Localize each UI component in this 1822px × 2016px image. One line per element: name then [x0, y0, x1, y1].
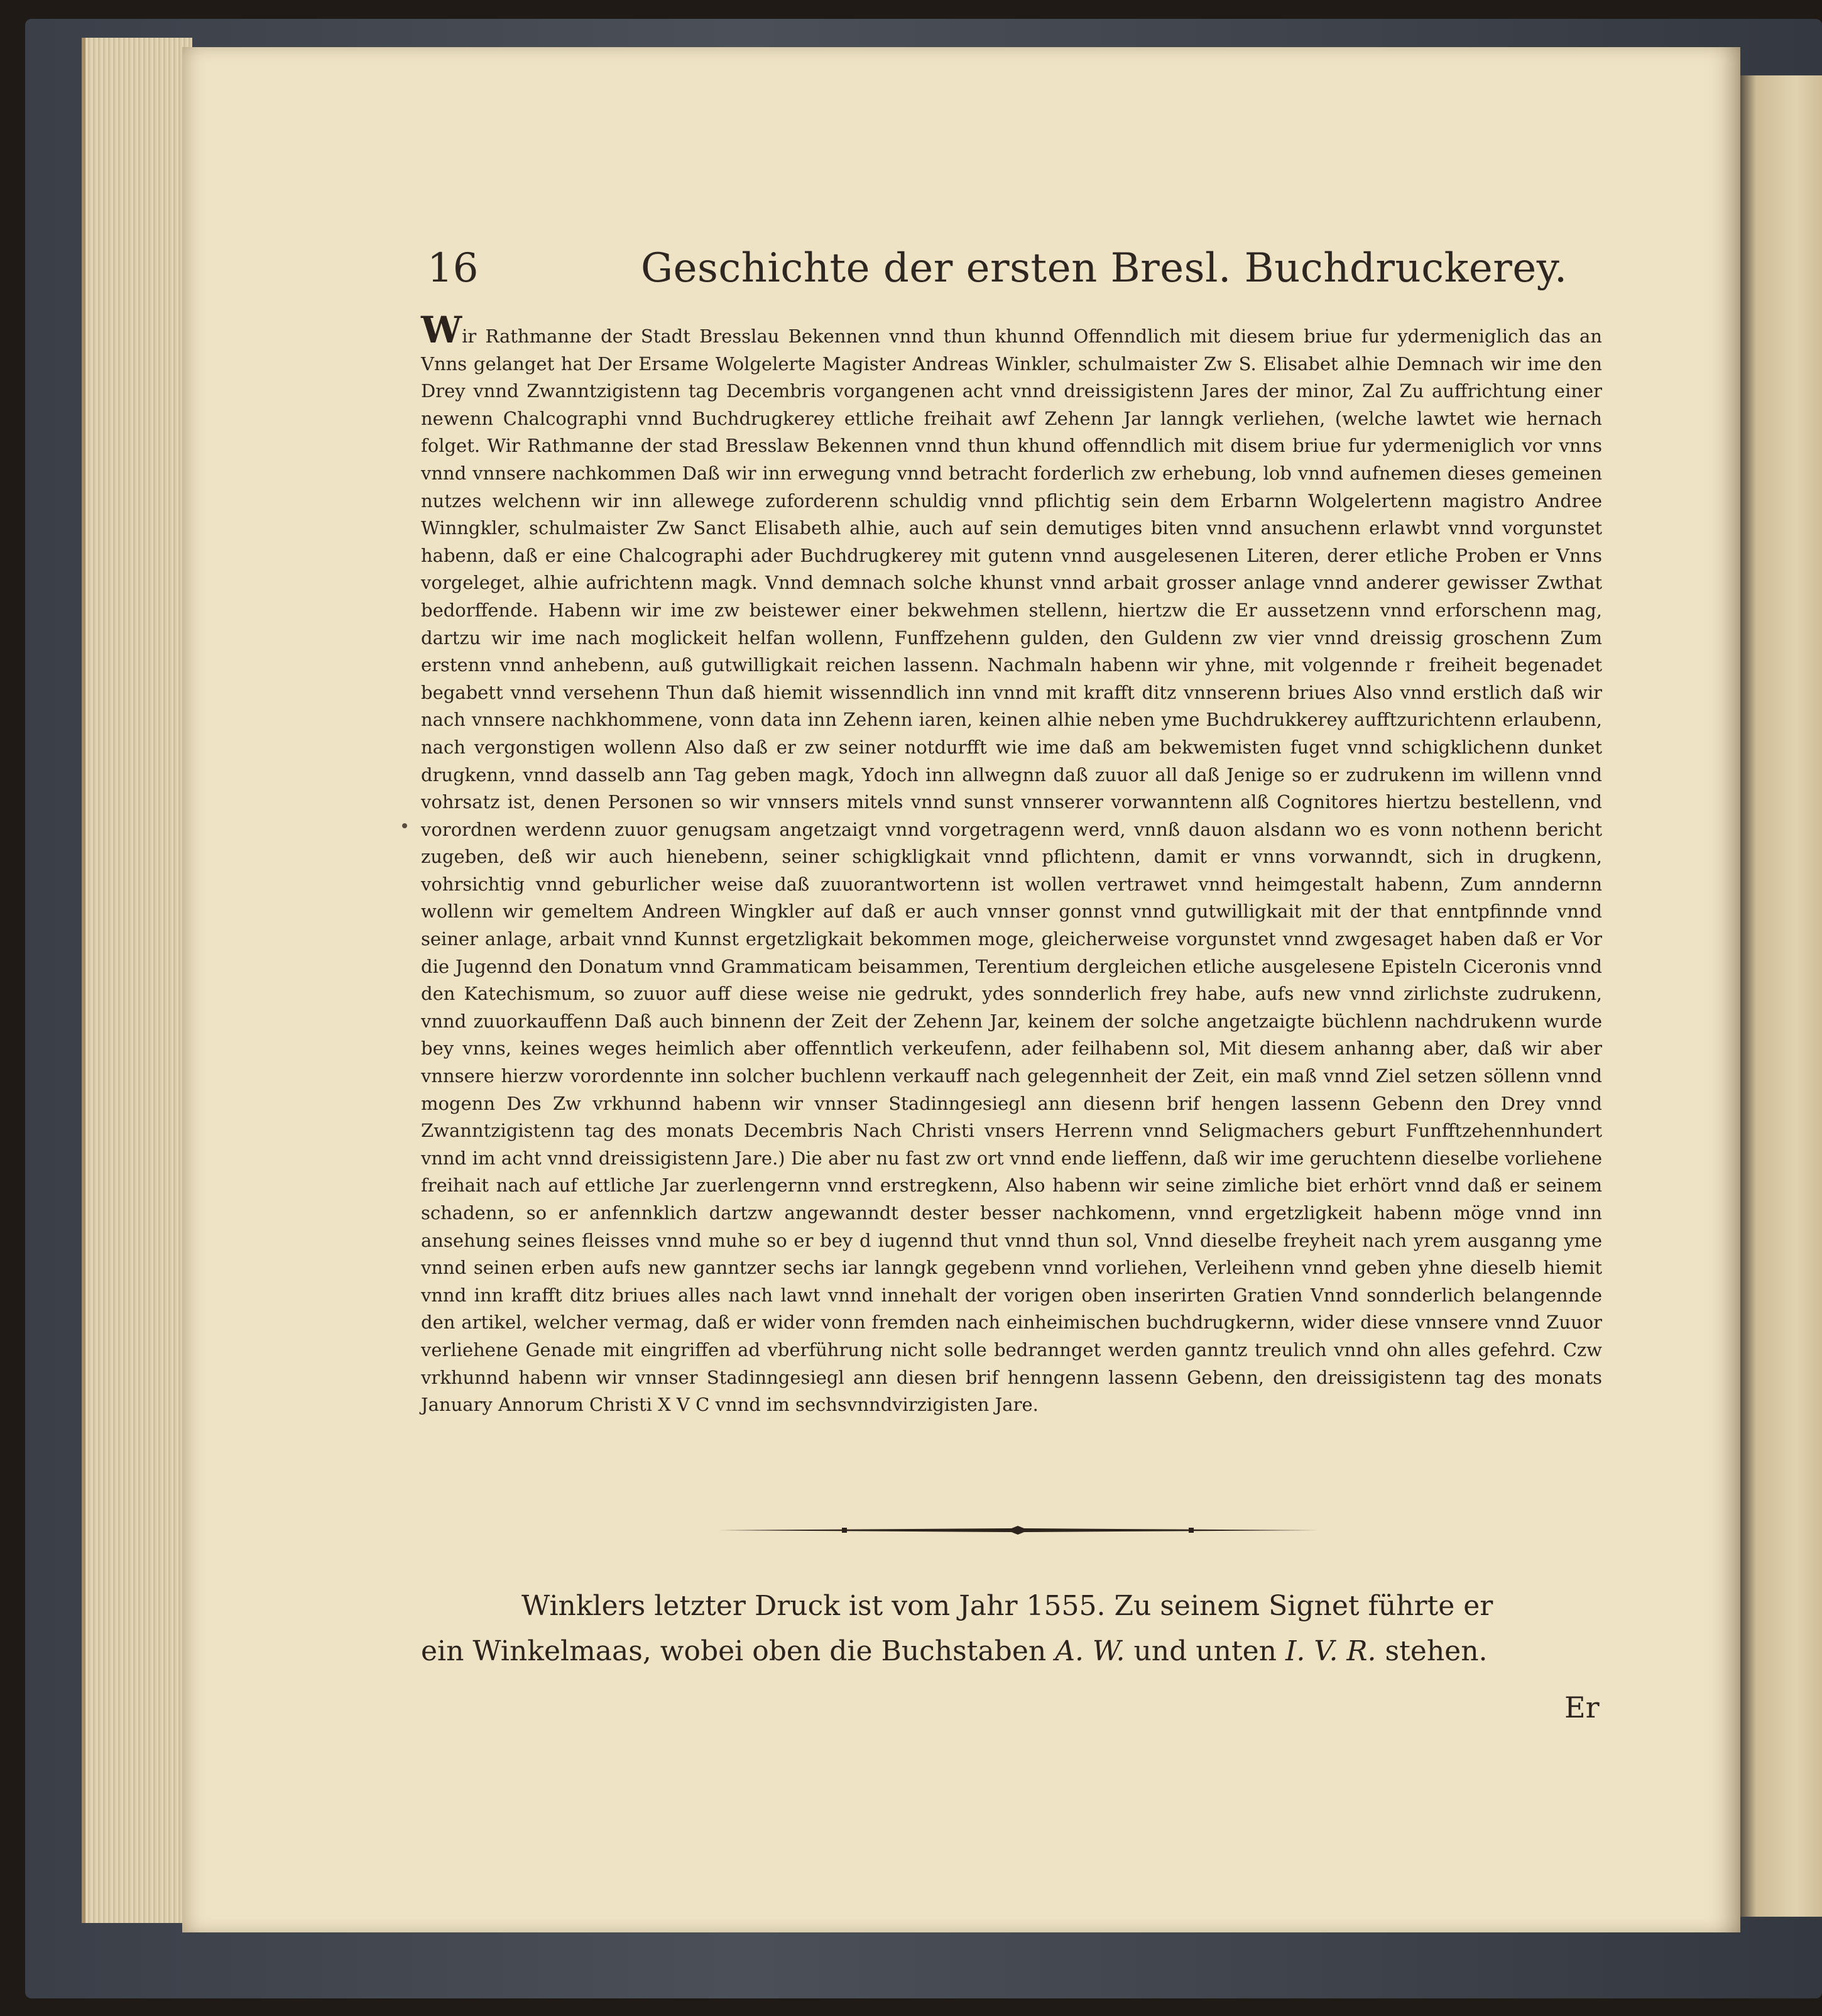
initial-letter: W — [421, 309, 462, 351]
italic-initials-aw: A. W. — [1055, 1635, 1125, 1667]
running-title: Geschichte der ersten Bresl. Buchdruckerey. — [641, 245, 1568, 292]
margin-mark — [402, 823, 407, 828]
page-edges — [82, 38, 192, 1923]
text-run: stehen. — [1376, 1635, 1488, 1667]
text-run: und unten — [1125, 1635, 1286, 1667]
charter-body: ir Rathmanne der Stadt Bresslau Bekennen vnnd thun khunnd Offenndlich mit diesem briue fur ydermeniglich das an Vnns gelanget hat Der Ersame Wolgelerte Magister Andreas Winkler, schulmaister Zw S. Elisabet alhie Demnach wir ime den Drey vnnd Zwanntzigistenn tag Decembris vorgangenen acht vnnd dreissigistenn Jares der minor, Zal Zu auffrichtung einer newenn Chalcographi vnnd Buchdrugkerey ettliche freihait awf Zehenn Jar lanngk verliehen, (welche lawtet wie hernach folget. Wir Rathmanne der stad Bresslaw Bekennen vnnd thun khund offenndlich mit disem briue fur ydermeniglich vor vnns vnnd vnnsere nachkommen Daß wir inn erwegung vnnd betracht forderlich zw erhebung, lob vnnd aufnemen dieses gemeinen nutzes welchenn wir inn allewege zuforderenn schuldig vnnd pflichtig sein dem Erbarnn Wolgelertenn magistro Andree Winngkler, schulmaister Zw Sanct Elisabeth alhie, auch auf sein demutiges biten vnnd ansuchenn erlawbt vnnd vorgunstet habenn, daß er eine Chalcographi ader Buchdrugkerey mit gutenn vnnd ausgelesenen Literen, derer etliche Proben er Vnns vorgeleget, alhie aufrichtenn magk. Vnnd demnach solche khunst vnnd arbait grosser anlage vnnd anderer gewisser Zwthat bedorffende. Habenn wir ime zw beistewer einer bekwehmen stellenn, hiertzw die Er aussetzenn vnnd erforschenn mag, dartzu wir ime nach moglickeit helfan wollenn, Funffzehenn gulden, den Guldenn zw vier vnnd dreissig groschenn Zum erstenn vnnd anhebenn, auß gutwilligkait reichen lassenn. Nachmaln habenn wir yhne, mit volgenndeｒ freiheit begenadet begabett vnnd versehenn Thun daß hiemit wissenndlich inn vnnd mit krafft ditz vnnserenn briues Also vnnd erstlich daß wir nach vnnsere nachkhommene, vonn data inn Zehenn iaren, keinen alhie neben yme Buchdrukkerey aufftzurichtenn erlaubenn, nach vergonstigen wollenn Also daß er zw seiner notdurfft wie ime daß am bekwemisten fuget vnnd schigklichenn dunket drugkenn, vnnd dasselb ann Tag geben magk, Ydoch inn allwegnn daß zuuor all daß Jenige so er zudrukenn im willenn vnnd vohrsatz ist, denen Personen so wir vnnsers mitels vnnd sunst vnnserer vorwanntenn alß Cognitores hiertzu bestellenn, vnd vorordnen werdenn zuuor genugsam angetzaigt vnnd vorgetragenn werd, vnnß dauon alsdann wo es vonn nothenn bericht zugeben, deß wir auch hienebenn, seiner schigkligkait vnnd pflichtenn, damit er vnns vorwanndt, sich in drugkenn, vohrsichtig vnnd geburlicher weise daß zuuorantwortenn ist wollen vertrawet vnnd heimgestalt habenn, Zum anndernn wollenn wir gemeltem Andreen Wingkler auf daß er auch vnnser gonnst vnnd gutwilligkait mit der that enntpfinnde vnnd seiner anlage, arbait vnnd Kunnst ergetzligkait bekommen moge, gleicherweise vorgunstet vnnd zwgesaget haben daß er Vor die Jugennd den Donatum vnnd Grammaticam beisammen, Terentium dergleichen etliche ausgelesene Episteln Ciceronis vnnd den Katechismum, so zuuor auff diese weise nie gedrukt, ydes sonnderlich frey habe, aufs new vnnd zirlichste zudrukenn, vnnd zuuorkauffenn Daß auch binnenn der Zeit der Zehenn Jar, keinem der solche angetzaigte büchlenn nachdrukenn wurde bey vnns, keines weges heimlich aber offenntlich verkeufenn, ader feilhabenn sol, Mit diesem anhanng aber, daß wir aber vnnsere hierzw vorordenntе inn solcher buchlenn verkauff nach gelegennheit der Zeit, ein maß vnnd Ziel setzen söllenn vnnd mogenn Des Zw vrkhunnd habenn wir vnnser Stadinngesiegl ann diesenn brif hengen lassenn Gebenn den Drey vnnd Zwanntzigistenn tag des monats Decembris Nach Christi vnsers Herrenn vnnd Seligmachers geburt Funfftzehennhundert vnnd im acht vnnd dreissigistenn Jare.) Die aber nu fast zw ort vnnd ende lieffenn, daß wir ime geruchtenn dieselbe vorliehene freihait nach auf ettliche Jar zuerlengernn vnnd erstregkenn, Also habenn wir seine zimliche biet erhört vnnd daß er seinem schadenn, so er anfennklich dartzw angewanndt dester besser nachkomenn, vnnd ergetzligkeit habenn möge vnnd inn ansehung seines fleisses vnnd muhe so er bey d iugennd thut vnnd thun sol, Vnnd dieselbe freyheit nach yrem ausganng yme vnnd seinen erben aufs new ganntzer sechs iar lanngk gegebenn vnnd vorliehen, Verleihenn vnnd geben yhne dieselb hiemit vnnd inn krafft ditz briues alles nach lawt vnnd innehalt der vorigen oben inserirten Gratien Vnnd sonnderlich belangennde den artikel, welcher vermag, daß er wider vonn fremden nach einheimischen buchdrugkernn, wider diese vnnsere vnnd Zuuor verliehene Genade mit eingriffen ad vberführung nicht solle bedrannget werden ganntz treulich vnnd ohn alles gefehrd. Czw vrkhunnd habenn wir vnnser Stadinngesiegl ann diesen brif henngenn lassenn Gebenn, den dreissigistenn tag des monats January Annorum Christi X V C vnnd im sechsvnndvirzigisten Jare. — [421, 326, 1602, 1416]
paragraph-line-1: Winklers letzter Druck ist vom Jahr 1555. Zu seinem Signet führte er — [521, 1590, 1493, 1622]
page-number: 16 — [427, 245, 479, 292]
facing-page-edge — [1734, 75, 1822, 1917]
catchword: Er — [1564, 1690, 1600, 1724]
text-run: ein Winkelmaas, wobei oben die Buchstaben — [421, 1635, 1056, 1667]
charter-text — [421, 309, 1602, 1511]
closing-paragraph — [421, 1584, 1602, 1674]
running-header — [239, 239, 1608, 308]
paragraph-line-2 — [421, 1629, 1602, 1674]
ornamental-rule — [716, 1521, 1319, 1540]
italic-initials-ivr: I. V. R. — [1285, 1635, 1377, 1667]
